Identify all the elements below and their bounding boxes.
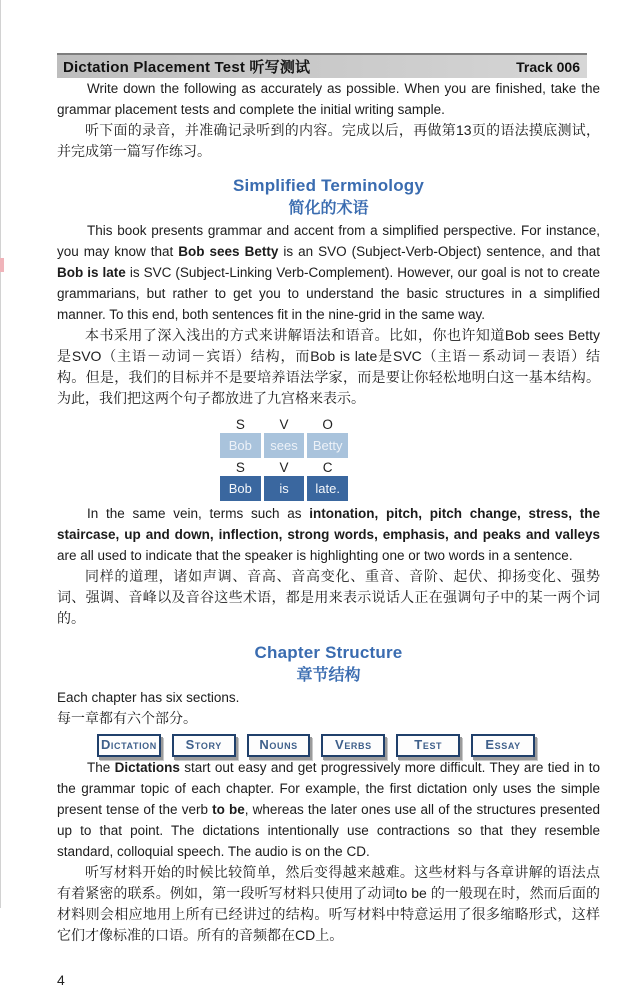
chapter-structure-heading-zh: 章节结构 xyxy=(296,667,361,684)
terms-paragraph-en: In the same vein, terms such as intonation, pitch, pitch change, stress, the staircase, up and down, inflection, strong words, emphasis, and peaks and valleys are all used to indicate that the speaker is highlighting one or two words in a sentence. xyxy=(57,506,600,563)
section-button-verbs: Verbs xyxy=(321,734,385,757)
grid-cell: late. xyxy=(307,476,348,501)
terminology-paragraph-en: This book presents grammar and accent from a simplified perspective. For instance, you may know that Bob sees Betty is an SVO (Subject-Verb-Object) sentence, and that Bob is late is SVC (Subject-Linking Verb-Complement). However, our goal is not to create grammarians, but rather to get you to understand the basic structures in a simplified manner. To this end, both sentences fit in the nine-grid in the same way. xyxy=(57,223,601,322)
grid-label: O xyxy=(322,417,333,432)
grid-cell: Bob xyxy=(220,433,261,458)
track-number: Track 006 xyxy=(516,58,580,75)
nine-grid-table xyxy=(220,417,348,501)
scan-artifact-mark xyxy=(0,258,4,272)
grid-label: S xyxy=(235,417,245,432)
page-number: 4 xyxy=(57,972,65,988)
dictations-paragraph-en: The Dictations start out easy and get progressively more difficult. They are tied in to the grammar topic of each chapter. For example, the first dictation only uses the simple present tense of the verb to be, whereas the later ones use all of the structures presented up to that point. The dictations intentionally use contractions so that they resemble standard, colloquial speech. The audio is on the CD. xyxy=(57,760,600,859)
section-header-bar xyxy=(57,53,587,78)
terminology-paragraph-zh: 本书采用了深入浅出的方式来讲解语法和语音。比如，你也许知道Bob sees Betty 是SVO（主语－动词－宾语）结构，而Bob is late是SVC（主语－系动词－表语）结构。但是，我们的目标并不是要培养语法学家，而是要让你轻松地明白这一基本结构。为此，我们把这两个句子都放进了九宫格来表示。 xyxy=(57,327,600,406)
grid-label: S xyxy=(235,460,245,475)
terminology-heading-zh: 简化的术语 xyxy=(288,200,369,217)
section-button-nouns: Nouns xyxy=(247,734,311,757)
grid-cell: sees xyxy=(264,433,305,458)
grid-row-svo xyxy=(220,433,348,458)
grid-cell: is xyxy=(264,476,305,501)
grid-header-svc xyxy=(220,460,348,476)
chapter-structure-heading-en: Chapter Structure xyxy=(254,643,403,662)
sections-line-en: Each chapter has six sections. xyxy=(57,690,240,705)
grid-cell: Betty xyxy=(307,433,348,458)
grid-row-svc xyxy=(220,476,348,501)
grid-label: C xyxy=(322,460,333,475)
intro-paragraph-zh: 听下面的录音，并准确记录听到的内容。完成以后，再做第13页的语法摸底测试，并完成第一篇写作练习。 xyxy=(57,122,600,159)
terminology-heading xyxy=(57,175,600,220)
intro-paragraph-en: Write down the following as accurately as possible. When you are finished, take the grammar placement tests and complete the initial writing sample. xyxy=(57,81,600,117)
section-title: Dictation Placement Test 听写测试 xyxy=(63,59,311,76)
dictations-paragraph-zh: 听写材料开始的时候比较简单，然后变得越来越难。这些材料与各章讲解的语法点有着紧密的联系。例如，第一段听写材料只使用了动词to be 的一般现在时，然而后面的材料则会相应地用上所有已经讲过的结构。听写材料中特意运用了很多缩略形式，这样它们才像标准的口语。所有的音频都在CD上。 xyxy=(57,864,600,943)
scan-edge-line xyxy=(0,0,1,908)
section-button-story: Story xyxy=(172,734,236,757)
grid-label: V xyxy=(279,417,289,432)
terms-paragraph-zh: 同样的道理，诸如声调、音高、音高变化、重音、音阶、起伏、抑扬变化、强势词、强调、音峰以及音谷这些术语，都是用来表示说话人正在强调句子中的某一两个词的。 xyxy=(57,568,600,626)
chapter-structure-heading xyxy=(57,642,600,687)
sections-line-zh: 每一章都有六个部分。 xyxy=(57,710,197,726)
grid-cell: Bob xyxy=(220,476,261,501)
section-button-test: Test xyxy=(396,734,460,757)
grid-header-svo xyxy=(220,417,348,433)
terminology-heading-en: Simplified Terminology xyxy=(232,176,425,195)
section-button-dictation: Dictation xyxy=(97,734,161,757)
chapter-section-buttons xyxy=(97,734,535,757)
section-button-essay: Essay xyxy=(471,734,535,757)
grid-label: V xyxy=(279,460,289,475)
page-content xyxy=(57,0,600,988)
